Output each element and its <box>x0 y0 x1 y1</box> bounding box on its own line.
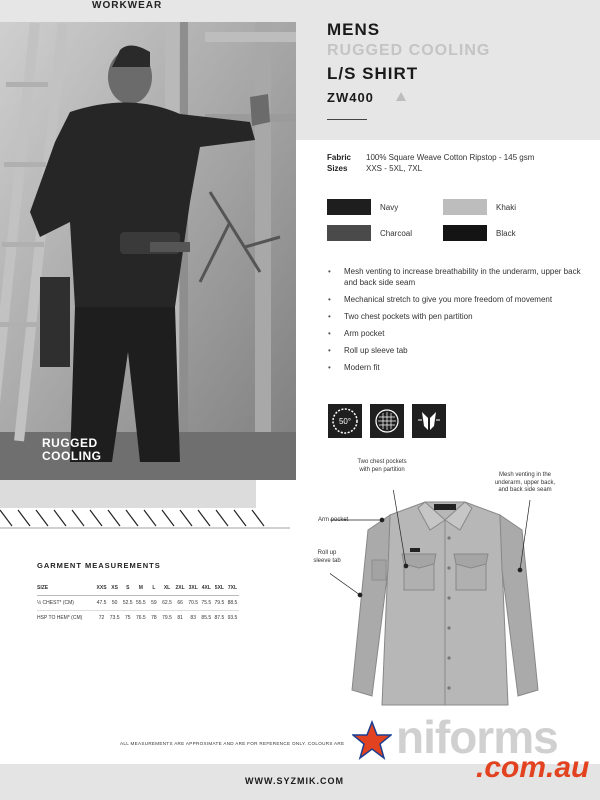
table-cell: 75 <box>124 615 131 621</box>
rugged-cooling-badge <box>42 437 102 463</box>
size-col: 5XL <box>214 585 224 591</box>
title-product: L/S SHIRT <box>327 64 419 83</box>
table-cell: 72 <box>98 615 105 621</box>
table-cell: 83 <box>190 615 196 621</box>
annotation-mesh: Mesh venting in the underarm, upper back, and back side seam <box>494 472 556 493</box>
annotation-arm-pocket: Arm pocket <box>318 517 349 523</box>
shirt-illustration <box>330 490 560 720</box>
size-col: L <box>152 585 156 591</box>
disclaimer-text: ALL MEASUREMENTS ARE APPROXIMATE AND ARE FOR REFERENCE ONLY. COLOURS ARE <box>120 741 345 746</box>
sizes-value: XXS - 5XL, 7XL <box>366 164 423 173</box>
product-code: ZW400 <box>327 90 374 105</box>
worker-photo-illustration <box>0 22 296 480</box>
size-col: 3XL <box>188 585 198 591</box>
row-label: ½ CHEST* (CM) <box>37 600 74 606</box>
size-col: 7XL <box>227 585 238 591</box>
star-logo-icon <box>352 720 392 760</box>
size-col: XS <box>111 585 118 591</box>
list-item: • Modern fit <box>328 362 588 373</box>
colour-label-charcoal: Charcoal <box>380 229 413 238</box>
brand-workwear-text: WORKWEAR <box>92 0 163 11</box>
table-cell: 93.5 <box>227 615 238 621</box>
fabric-label: Fabric <box>327 153 352 162</box>
size-col: XL <box>163 585 171 591</box>
feature-list <box>328 266 588 379</box>
table-cell: 47.5 <box>96 600 107 606</box>
size-header: SIZE <box>37 585 49 591</box>
colour-label-navy: Navy <box>380 203 399 212</box>
colour-swatch-navy <box>327 199 371 215</box>
table-cell: 52.5 <box>122 600 133 606</box>
diagonal-stripes-divider <box>0 506 290 530</box>
sizes-label: Sizes <box>327 164 348 173</box>
list-item: • Mechanical stretch to give you more freedom of movement <box>328 294 588 305</box>
badge-line-1: RUGGED <box>42 436 98 450</box>
size-col: 2XL <box>175 585 185 591</box>
colour-swatch-khaki <box>443 199 487 215</box>
watermark-word: niforms <box>396 711 558 763</box>
size-col: XXS <box>96 585 107 591</box>
colour-label-black: Black <box>496 229 516 238</box>
colour-label-khaki: Khaki <box>496 203 517 212</box>
title-range: RUGGED COOLING <box>327 42 491 59</box>
table-cell: 76.5 <box>135 615 146 621</box>
list-item: • Mesh venting to increase breathability in the underarm, upper back and back side seam <box>328 266 588 288</box>
warning-triangle-icon <box>396 92 406 101</box>
measurements-title: GARMENT MEASUREMENTS <box>37 561 161 570</box>
table-cell: 78 <box>151 615 157 621</box>
table-cell: 50 <box>111 600 118 606</box>
table-cell: 73.5 <box>109 615 120 621</box>
size-col: S <box>126 585 130 591</box>
stretch-icon <box>412 404 446 438</box>
badge-line-2: COOLING <box>42 449 102 463</box>
table-cell: 85.5 <box>201 615 212 621</box>
table-row <box>37 596 239 611</box>
colour-swatch-black <box>443 225 487 241</box>
wash-50-icon <box>328 404 362 438</box>
colour-swatch-charcoal <box>327 225 371 241</box>
watermark-domain: .com.au <box>476 751 590 784</box>
wash-temp-text: 50° <box>338 417 352 426</box>
product-photo <box>0 22 296 480</box>
list-item: • Roll up sleeve tab <box>328 345 588 356</box>
size-col: M <box>138 585 143 591</box>
table-cell: 87.5 <box>214 615 225 621</box>
annotation-roll-tab: Roll up sleeve tab <box>313 550 341 564</box>
table-cell: 70.5 <box>188 600 199 606</box>
table-cell: 55.5 <box>135 600 146 606</box>
table-cell: 79.5 <box>214 600 225 606</box>
table-cell: 79.5 <box>162 615 172 621</box>
title-mens: MENS <box>327 20 381 39</box>
table-cell: 88.5 <box>227 600 238 606</box>
footer-url: WWW.SYZMIK.COM <box>245 776 344 786</box>
section-strip <box>0 480 256 508</box>
row-label: HSP TO HEM* (CM) <box>37 615 83 621</box>
table-row <box>37 611 239 626</box>
table-row <box>37 581 239 596</box>
table-cell: 66 <box>177 600 183 606</box>
mesh-vent-icon <box>370 404 404 438</box>
table-cell: 59 <box>151 600 157 606</box>
size-col: 4XL <box>201 585 211 591</box>
list-item: • Arm pocket <box>328 328 588 339</box>
fabric-value: 100% Square Weave Cotton Ripstop - 145 gsm <box>366 153 535 162</box>
list-item: • Two chest pockets with pen partition <box>328 311 588 322</box>
title-divider <box>327 119 367 120</box>
table-cell: 62.5 <box>162 600 172 606</box>
table-cell: 75.5 <box>201 600 212 606</box>
measurements-table <box>37 581 239 625</box>
table-cell: 81 <box>177 615 183 621</box>
annotation-pockets: Two chest pockets with pen partition <box>357 459 407 473</box>
